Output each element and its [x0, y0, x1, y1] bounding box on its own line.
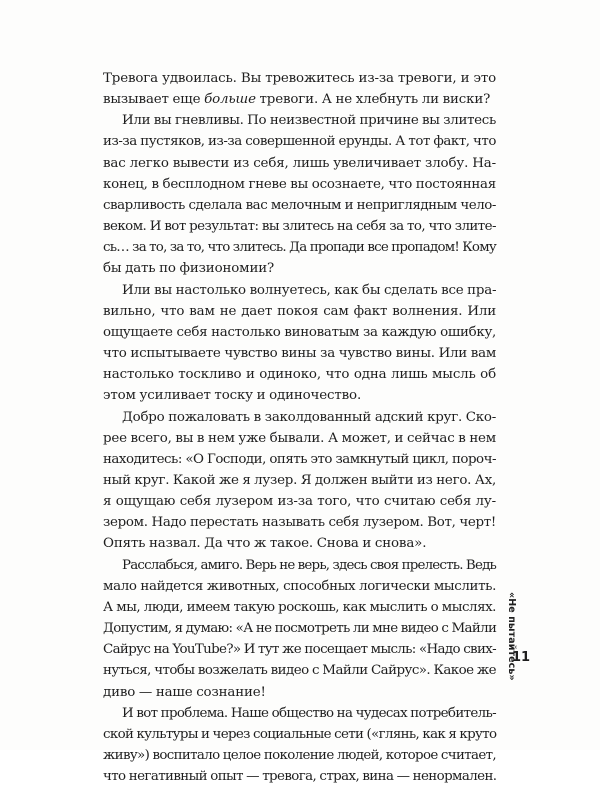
text-line: я ощущаю себя лузером из-за того, что считаю себя лу- — [103, 494, 496, 510]
text-line: мало найдется животных, способных логически мыслить. — [103, 578, 496, 594]
page-number: 11 — [512, 650, 531, 665]
text-line: Добро пожаловать в заколдованный адский круг. Ско- — [122, 409, 496, 425]
text-line: вызывает еще больше тревоги. А не хлебнуть ли виски? — [103, 92, 491, 108]
text-line: нуться, чтобы возжелать видео с Майли Сайрус». Какое же — [103, 663, 496, 679]
text-line: что негативный опыт — тревога, страх, вина — ненормален. — [103, 769, 497, 785]
text-line: ный круг. Какой же я лузер. Я должен выйти из него. Ах, — [103, 472, 496, 488]
text-line: вильно, что вам не дает покоя сам факт волнения. Или — [103, 303, 496, 319]
text-line: рее всего, вы в нем уже бывали. А может, и сейчас в нем — [103, 430, 496, 446]
text-line: Расслабься, амиго. Верь не верь, здесь своя прелесть. Ведь — [122, 557, 496, 573]
text-line: веком. И вот результат: вы злитесь на себя за то, что злите- — [103, 219, 496, 235]
text-line: живу») воспитало целое поколение людей, которое считает, — [103, 748, 496, 763]
text-line: Или вы настолько волнуетесь, как бы сделать все пра- — [122, 282, 497, 298]
text-line: И вот проблема. Наше общество на чудесах потребитель- — [122, 705, 496, 721]
text-line: Или вы гневливы. По неизвестной причине вы злитесь — [122, 113, 496, 129]
text-line: сь… за то, за то, что злитесь. Да пропади все пропадом! Кому — [103, 240, 496, 256]
body-text — [103, 68, 496, 787]
text-line: конец, в бесплодном гневе вы осознаете, что постоянная — [103, 176, 496, 192]
emphasis: больше — [204, 92, 256, 108]
text-line: Опять назвал. Да что ж такое. Снова и снова». — [103, 536, 427, 552]
text-line: А мы, люди, имеем такую роскошь, как мыслить о мыслях. — [103, 599, 496, 615]
text-line: настолько тоскливо и одиноко, что одна лишь мысль об — [103, 367, 496, 383]
text-line: вас легко вывести из себя, лишь увеличивает злобу. На- — [103, 155, 496, 171]
text-line: Допустим, я думаю: «А не посмотреть ли мне видео с Майли — [103, 621, 497, 637]
text-line: сварливость сделала вас мелочным и неприглядным чело- — [103, 197, 496, 213]
text-line: ощущаете себя настолько виноватым за каждую ошибку, — [103, 324, 496, 340]
text-line: находитесь: «О Господи, опять это замкнутый цикл, пороч- — [103, 451, 496, 467]
text-line: зером. Надо перестать называть себя лузером. Вот, черт! — [103, 515, 496, 531]
text-line: этом усиливает тоску и одиночество. — [103, 388, 362, 404]
text-line: Сайрус на YouTube?» И тут же посещает мысль: «Надо свих- — [103, 642, 496, 658]
text-line: из-за пустяков, из-за совершенной ерунды. А тот факт, что — [103, 134, 496, 150]
running-header: «Не пытайтесь» — [506, 592, 517, 681]
text-line: бы дать по физиономии? — [103, 261, 275, 277]
text-line: что испытываете чувство вины за чувство вины. Или вам — [103, 346, 496, 362]
text-line: диво — наше сознание! — [103, 684, 266, 700]
text-line: ской культуры и через социальные сети («глянь, как я круто — [103, 726, 497, 742]
text-line: Тревога удвоилась. Вы тревожитесь из-за тревоги, и это — [103, 71, 496, 86]
